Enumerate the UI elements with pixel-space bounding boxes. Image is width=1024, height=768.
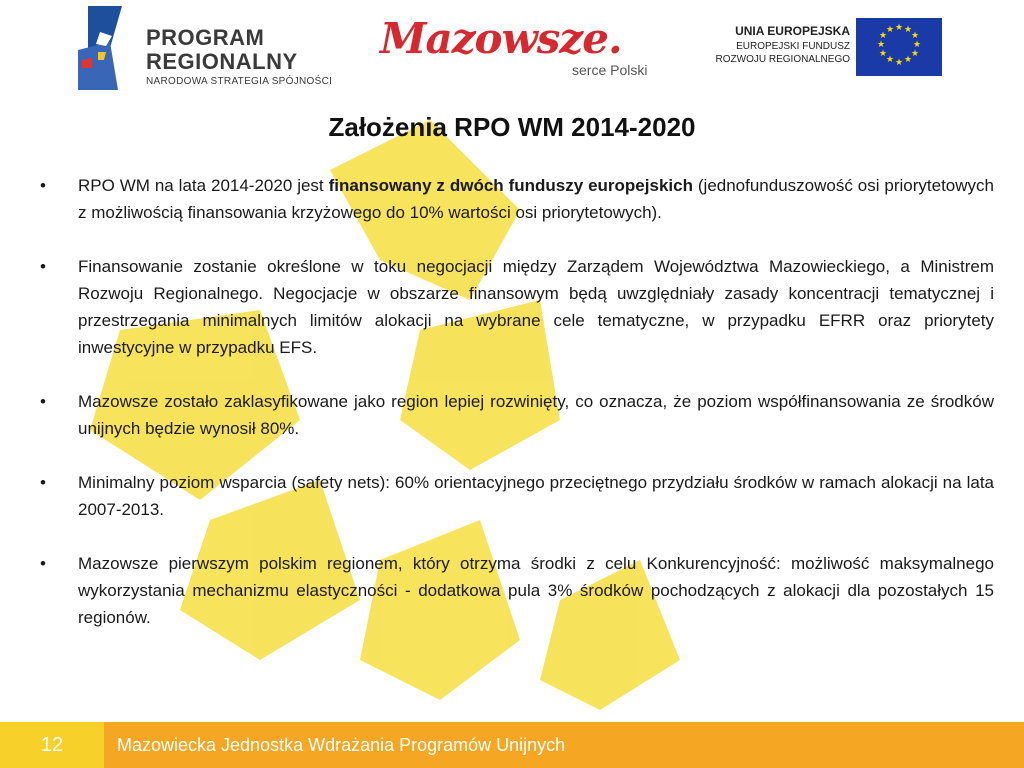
svg-text:★: ★	[894, 58, 904, 68]
program-line-2: REGIONALNY	[146, 49, 298, 74]
svg-text:★: ★	[910, 31, 920, 41]
program-line-3: NARODOWA STRATEGIA SPÓJNOŚCI	[146, 76, 333, 87]
mazowsze-word: Mazowsze.	[380, 14, 622, 63]
eu-line-3: ROZWOJU REGIONALNEGO	[715, 54, 850, 65]
page-number: 12	[0, 722, 104, 768]
bullet-item-4: • Minimalny poziom wsparcia (safety nets): 60% orientacyjnego przeciętnego przydziału środków w ramach alokacji na lata 2007-2013.	[40, 469, 994, 523]
svg-text:★: ★	[878, 49, 888, 59]
bullet-item-1	[40, 172, 994, 226]
svg-text:★: ★	[894, 23, 904, 33]
footer-organization: Mazowiecka Jednostka Wdrażania Programów Unijnych	[117, 735, 566, 755]
bullet-item-3: • Mazowsze zostało zaklasyfikowane jako region lepiej rozwinięty, co oznacza, że poziom współfinansowania ze środków unijnych będzie wynosił 80%.	[40, 388, 994, 442]
eu-logo	[700, 18, 942, 80]
svg-text:★: ★	[876, 40, 886, 50]
bullet-list	[40, 172, 994, 658]
eu-line-1: UNIA EUROPEJSKA	[735, 24, 850, 38]
bullet-1-text-pre: RPO WM na lata 2014-2020 jest	[78, 176, 329, 195]
footer-bar	[0, 722, 1024, 768]
svg-text:★: ★	[903, 55, 913, 65]
svg-text:★: ★	[885, 25, 895, 35]
program-regionalny-logo-icon	[70, 2, 140, 94]
bullet-item-5: • Mazowsze pierwszym polskim regionem, który otrzyma środki z celu Konkurencyjność: możliwość maksymalnego wykorzystania mechanizmu elastyczności - dodatkowa pula 3% środków pochodzących z alokacji dla pozostałych 15 regionów.	[40, 550, 994, 631]
slide-title: Założenia RPO WM 2014-2020	[328, 112, 696, 142]
bullet-1-text-post: (jednofunduszowość osi priorytetowych z możliwością finansowania krzyżowego do 10% wartości osi priorytetowych).	[78, 176, 994, 222]
header-logos	[0, 0, 1024, 110]
eu-stars-icon	[856, 18, 942, 76]
eu-line-2: EUROPEJSKI FUNDUSZ	[736, 41, 850, 52]
svg-text:★: ★	[878, 31, 888, 41]
bullet-1-text-bold: finansowany z dwóch funduszy europejskich	[328, 176, 693, 195]
svg-text:★: ★	[910, 49, 920, 59]
svg-text:★: ★	[912, 40, 922, 50]
mazowsze-tagline: serce Polski	[572, 62, 648, 78]
program-regionalny-logo	[70, 2, 340, 98]
eu-flag-icon	[856, 18, 942, 76]
mazowsze-logo	[380, 14, 670, 84]
bullet-item-2: • Finansowanie zostanie określone w toku negocjacji między Zarządem Województwa Mazowieckiego, a Ministrem Rozwoju Regionalnego. Negocjacje w obszarze finansowym będą uwzględniały zasady koncentracji tematycznej i przestrzegania minimalnych limitów alokacji na wybrane cele tematyczne, w przypadku EFRR oraz priorytety inwestycyjne w przypadku EFS.	[40, 253, 994, 361]
svg-text:★: ★	[903, 25, 913, 35]
program-line-1: PROGRAM	[146, 25, 265, 50]
svg-text:★: ★	[885, 55, 895, 65]
